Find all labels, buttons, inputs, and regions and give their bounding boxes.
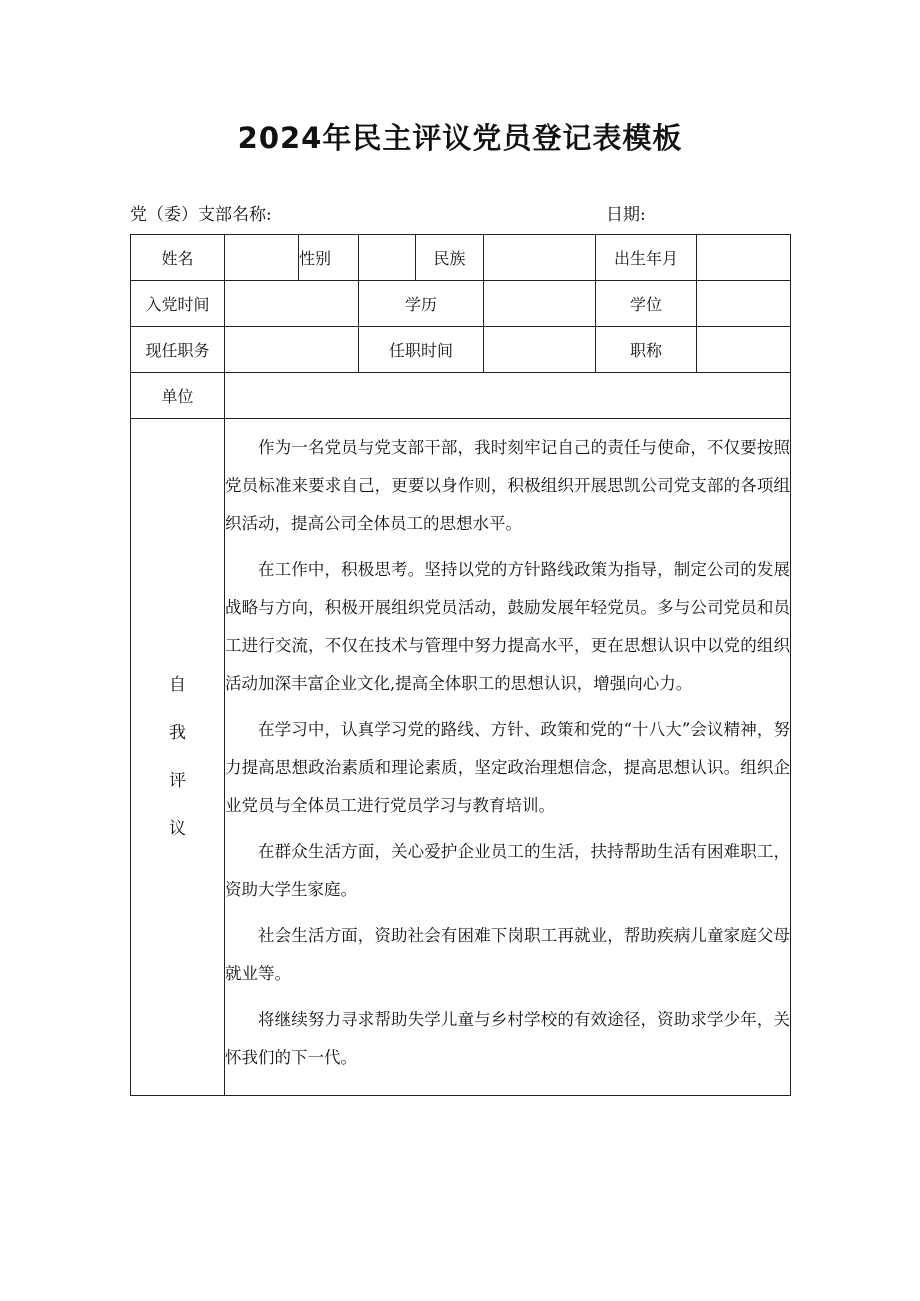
table-row — [131, 327, 791, 373]
position-label: 现任职务 — [131, 327, 225, 373]
tenure-field[interactable] — [484, 327, 596, 373]
birth-date-label: 出生年月 — [596, 235, 697, 281]
label-char: 我 — [169, 723, 186, 743]
self-evaluation-label — [131, 419, 225, 1096]
evaluation-paragraph: 在工作中，积极思考。坚持以党的方针路线政策为指导，制定公司的发展战略与方向，积极开展组织党员活动，鼓励发展年轻党员。多与公司党员和员工进行交流，不仅在技术与管理中努力提高水平，更在思想认识中以党的组织活动加深丰富企业文化,提高全体职工的思想认识，增强向心力。 — [225, 560, 790, 693]
evaluation-paragraph: 在群众生活方面，关心爱护企业员工的生活，扶持帮助生活有困难职工，资助大学生家庭。 — [225, 842, 790, 899]
date-label: 日期: — [606, 205, 646, 225]
table-row — [131, 281, 791, 327]
tenure-label: 任职时间 — [359, 327, 484, 373]
name-label: 姓名 — [131, 235, 225, 281]
table-row — [131, 235, 791, 281]
label-char: 议 — [169, 819, 186, 839]
degree-field[interactable] — [697, 281, 791, 327]
table-row — [131, 373, 791, 419]
professional-title-label: 职称 — [596, 327, 697, 373]
education-field[interactable] — [484, 281, 596, 327]
self-evaluation-row — [131, 419, 791, 1096]
education-label: 学历 — [359, 281, 484, 327]
position-field[interactable] — [225, 327, 359, 373]
gender-label: 性别 — [299, 235, 359, 281]
unit-label: 单位 — [131, 373, 225, 419]
evaluation-paragraph: 在学习中，认真学习党的路线、方针、政策和党的“十八大”会议精神，努力提高思想政治素质和理论素质，坚定政治理想信念，提高思想认识。组织企业党员与全体员工进行党员学习与教育培训。 — [225, 720, 790, 815]
join-date-label: 入党时间 — [131, 281, 225, 327]
page-title: 2024年民主评议党员登记表模板 — [237, 121, 683, 155]
registration-form-table — [130, 234, 791, 1096]
unit-field[interactable] — [225, 373, 791, 419]
self-evaluation-content[interactable] — [225, 419, 791, 1096]
name-field[interactable] — [225, 235, 299, 281]
ethnicity-label: 民族 — [416, 235, 484, 281]
degree-label: 学位 — [596, 281, 697, 327]
birth-date-field[interactable] — [697, 235, 791, 281]
label-char: 评 — [169, 771, 186, 791]
evaluation-paragraph: 将继续努力寻求帮助失学儿童与乡村学校的有效途径，资助求学少年，关怀我们的下一代。 — [225, 1010, 790, 1067]
branch-name-label: 党（委）支部名称: — [130, 205, 272, 225]
evaluation-paragraph: 作为一名党员与党支部干部，我时刻牢记自己的责任与使命，不仅要按照党员标准来要求自己，更要以身作则，积极组织开展思凯公司党支部的各项组织活动，提高公司全体员工的思想水平。 — [225, 438, 790, 533]
professional-title-field[interactable] — [697, 327, 791, 373]
gender-field[interactable] — [359, 235, 416, 281]
ethnicity-field[interactable] — [484, 235, 596, 281]
label-char: 自 — [169, 675, 186, 695]
evaluation-paragraph: 社会生活方面，资助社会有困难下岗职工再就业，帮助疾病儿童家庭父母就业等。 — [225, 926, 790, 983]
join-date-field[interactable] — [225, 281, 359, 327]
